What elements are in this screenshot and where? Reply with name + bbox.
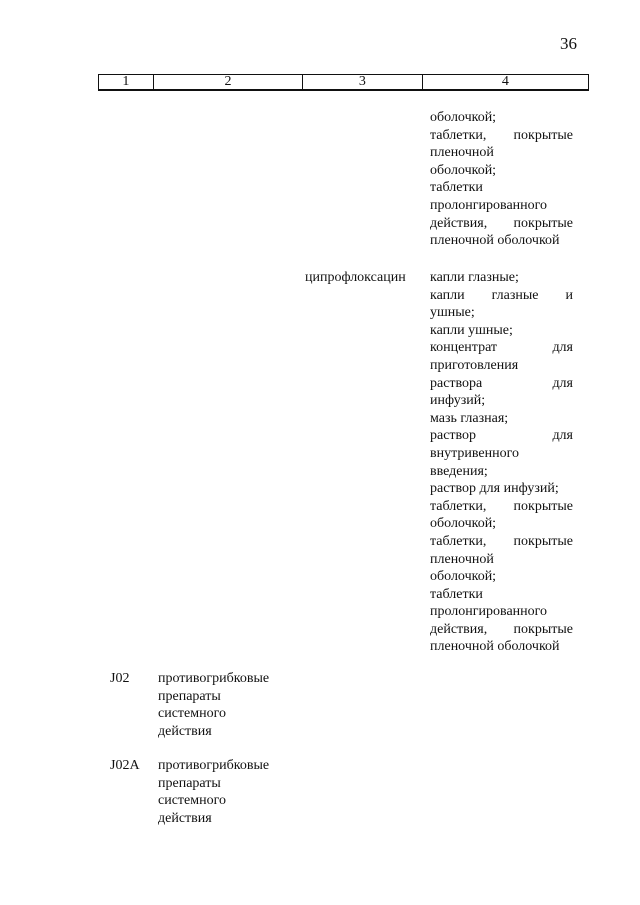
form-word: ушные; [430, 305, 475, 321]
form-word: оболочкой; [430, 569, 497, 585]
form-word: покрытые [513, 621, 573, 637]
form-line [430, 197, 573, 215]
form-word: покрытые [513, 533, 573, 549]
form-word: капли глазные; [430, 270, 519, 285]
form-line [430, 357, 573, 375]
form-word: раствор для инфузий; [430, 481, 559, 497]
form-line [430, 410, 573, 428]
form-line [430, 427, 573, 445]
form-line [430, 568, 573, 586]
form-word: оболочкой; [430, 516, 497, 532]
form-line [430, 463, 573, 481]
form-line [430, 109, 573, 127]
form-line [430, 638, 573, 656]
name-line: противогрибковые [158, 758, 270, 773]
name-line: препараты [158, 688, 221, 704]
form-line [430, 339, 573, 357]
header-col-2: 2 [154, 75, 303, 89]
form-word: пленочной [430, 145, 494, 161]
form-word: введения; [430, 463, 488, 479]
form-line [430, 551, 573, 569]
form-line [430, 269, 573, 287]
form-word: пролонгированного [430, 604, 548, 620]
form-word: таблетки, [430, 498, 487, 514]
name-line: системного [158, 793, 226, 809]
group-name-j02 [158, 670, 288, 740]
form-line [430, 603, 573, 621]
form-word: действия, [430, 215, 488, 231]
ciprofloxacin-forms [430, 269, 573, 656]
form-word: и [565, 287, 573, 303]
group-code-j02a: J02A [110, 758, 140, 773]
form-word: оболочкой; [430, 110, 497, 125]
form-line [430, 287, 573, 305]
form-word: пленочной [430, 551, 494, 567]
header-col-3: 3 [303, 75, 423, 89]
form-word: инфузий; [430, 393, 486, 409]
form-line [430, 304, 573, 322]
form-line [430, 179, 573, 197]
form-word: приготовления [430, 357, 519, 373]
form-line [430, 392, 573, 410]
form-line [430, 144, 573, 162]
group-code-j02: J02 [110, 671, 130, 686]
continuation-forms [430, 109, 573, 250]
form-line [430, 480, 573, 498]
form-word: покрытые [513, 127, 573, 143]
form-word: капли [430, 287, 465, 303]
form-word: мазь глазная; [430, 410, 509, 426]
form-line [430, 498, 573, 516]
name-line: противогрибковые [158, 671, 270, 686]
form-line [430, 515, 573, 533]
name-line: препараты [158, 775, 221, 791]
name-line: действия [158, 723, 212, 739]
form-word: пролонгированного [430, 197, 548, 213]
header-col-4: 4 [501, 74, 509, 89]
form-word: действия, [430, 621, 488, 637]
name-line: системного [158, 706, 226, 722]
form-word: покрытые [513, 215, 573, 231]
drug-name-ciprofloxacin: ципрофлоксацин [305, 270, 406, 285]
form-word: таблетки, [430, 533, 487, 549]
form-line [430, 322, 573, 340]
form-word: для [552, 375, 573, 391]
form-word: раствор [430, 428, 477, 444]
form-line [430, 215, 573, 233]
form-word: оболочкой; [430, 162, 497, 178]
form-word: капли ушные; [430, 322, 513, 338]
name-line: действия [158, 810, 212, 826]
form-word: пленочной оболочкой [430, 639, 560, 655]
form-line [430, 162, 573, 180]
form-line [430, 621, 573, 639]
form-word: внутривенного [430, 445, 520, 461]
page-number: 36 [560, 34, 577, 53]
form-word: глазные [491, 287, 539, 303]
form-line [430, 445, 573, 463]
form-word: концентрат [430, 340, 498, 356]
table-header-row [98, 74, 589, 91]
form-word: раствора [430, 375, 483, 391]
form-word: для [552, 428, 573, 444]
form-word: пленочной оболочкой [430, 233, 560, 249]
form-word: таблетки [430, 586, 483, 602]
form-line [430, 375, 573, 393]
form-word: таблетки [430, 180, 483, 196]
form-line [430, 533, 573, 551]
form-line [430, 586, 573, 604]
form-line [430, 127, 573, 145]
header-col-1: 1 [99, 75, 154, 89]
group-name-j02a [158, 757, 288, 827]
form-word: покрытые [513, 498, 573, 514]
form-word: для [552, 340, 573, 356]
form-line [430, 232, 573, 250]
form-word: таблетки, [430, 127, 487, 143]
